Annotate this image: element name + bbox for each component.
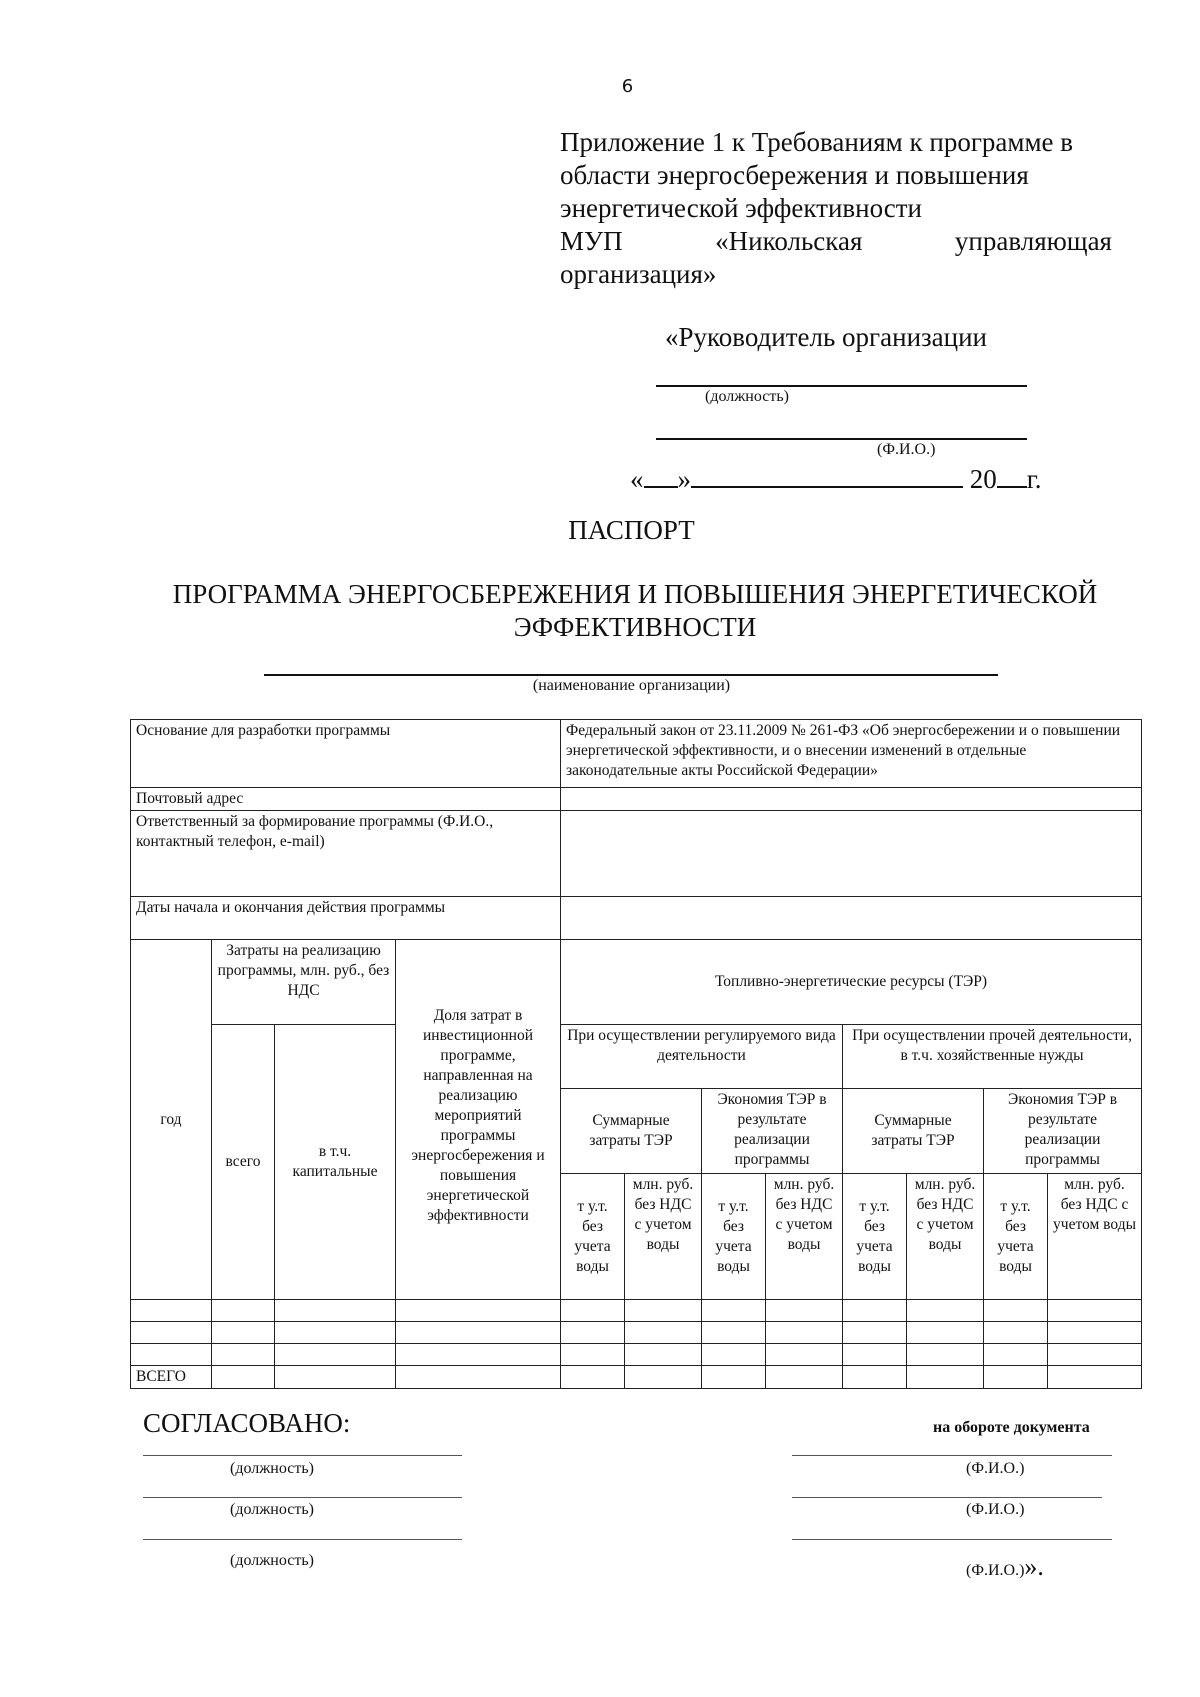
unit-tut-header: т у.т. без учета воды	[702, 1174, 766, 1300]
table-row	[131, 897, 1142, 940]
appendix-org-word: МУП	[560, 226, 623, 256]
appendix-line: области энергосбережения и повышения	[560, 160, 1029, 190]
responsible-value	[561, 811, 1142, 897]
agreed-position-line	[143, 1539, 462, 1540]
agreed-fio-line	[792, 1497, 1102, 1498]
agreed-position-label: (должность)	[230, 1501, 314, 1518]
total-row-label: ВСЕГО	[131, 1366, 212, 1389]
agreed-fio-line	[792, 1539, 1112, 1540]
passport-title: ПАСПОРТ	[568, 515, 695, 545]
agreed-position-line	[143, 1455, 462, 1456]
appendix-line: организация»	[560, 259, 717, 289]
responsible-label: Ответственный за формирование программы (Ф.И.О., контактный телефон, e-mail)	[131, 811, 561, 897]
agreed-fio-label: (Ф.И.О.)	[966, 1562, 1025, 1579]
month-blank	[691, 462, 963, 488]
table-row	[131, 788, 1142, 811]
postal-value	[561, 788, 1142, 811]
appendix-org-word: «Никольская	[715, 226, 863, 256]
other-header: При осуществлении прочей деятельности, в т.ч. хозяйственные нужды	[843, 1025, 1142, 1089]
reverse-note: на обороте документа	[933, 1419, 1090, 1436]
total-header: всего	[212, 1025, 275, 1300]
org-name-label: (наименование организации)	[532, 677, 731, 694]
sum-costs-header: Суммарные затраты ТЭР	[561, 1089, 702, 1174]
approval-head: «Руководитель организации	[665, 322, 988, 352]
year-suffix: г.	[1026, 464, 1042, 494]
table-header-row	[131, 1025, 1142, 1089]
agreed-fio-line	[792, 1455, 1112, 1456]
table-total-row	[131, 1366, 1142, 1389]
regulated-header: При осуществлении регулируемого вида деятельности	[561, 1025, 843, 1089]
agreed-fio-label: (Ф.И.О.)	[966, 1460, 1025, 1477]
table-row	[131, 811, 1142, 897]
agreed-fio-final	[966, 1552, 1044, 1582]
table-row	[131, 1322, 1142, 1344]
day-blank	[644, 462, 678, 488]
dates-label: Даты начала и окончания действия программы	[131, 897, 561, 940]
appendix-org-word: управляющая	[954, 226, 1112, 256]
dates-value	[561, 897, 1142, 940]
unit-tut-header: т у.т. без учета воды	[843, 1174, 907, 1300]
table-row	[131, 1344, 1142, 1366]
year-prefix: 20	[969, 464, 997, 494]
sum-costs-header: Суммарные затраты ТЭР	[843, 1089, 984, 1174]
unit-rub-header: млн. руб. без НДС с учетом воды	[1048, 1174, 1142, 1300]
unit-rub-header: млн. руб. без НДС с учетом воды	[907, 1174, 984, 1300]
costs-header: Затраты на реализацию программы, млн. руб., без НДС	[212, 940, 396, 1025]
unit-tut-header: т у.т. без учета воды	[984, 1174, 1048, 1300]
appendix-org-line	[560, 225, 1112, 258]
position-signature-line	[656, 385, 1027, 387]
date-close-quote: »	[677, 464, 691, 494]
unit-tut-header: т у.т. без учета воды	[561, 1174, 625, 1300]
table-header-row	[131, 940, 1142, 1025]
table-row	[131, 1300, 1142, 1322]
unit-rub-header: млн. руб. без НДС с учетом воды	[766, 1174, 843, 1300]
closing-quote: ».	[1024, 1552, 1044, 1581]
program-title-line: ПРОГРАММА ЭНЕРГОСБЕРЕЖЕНИЯ И ПОВЫШЕНИЯ ЭНЕРГЕТИЧЕСКОЙ	[172, 579, 1098, 609]
savings-header: Экономия ТЭР в результате реализации программы	[984, 1089, 1142, 1174]
passport-table	[130, 719, 1142, 1389]
fio-label: (Ф.И.О.)	[877, 441, 936, 458]
basis-label: Основание для разработки программы	[131, 720, 561, 788]
page-number: 6	[621, 76, 634, 97]
agreed-position-label: (должность)	[230, 1552, 314, 1569]
program-title-line: ЭФФЕКТИВНОСТИ	[513, 612, 757, 642]
appendix-line: энергетической эффективности	[560, 193, 922, 223]
ter-header: Топливно-энергетические ресурсы (ТЭР)	[561, 940, 1142, 1025]
year-header: год	[131, 940, 212, 1300]
postal-label: Почтовый адрес	[131, 788, 561, 811]
appendix-line: Приложение 1 к Требованиям к программе в	[560, 127, 1074, 157]
agreed-title: СОГЛАСОВАНО:	[143, 1408, 351, 1438]
agreed-position-label: (должность)	[230, 1460, 314, 1477]
date-open-quote: «	[630, 464, 644, 494]
org-name-line	[264, 674, 998, 676]
appendix-header	[560, 126, 1112, 291]
fio-signature-line	[656, 438, 1027, 440]
program-title	[135, 578, 1135, 644]
agreed-position-line	[143, 1497, 462, 1498]
unit-rub-header: млн. руб. без НДС с учетом воды	[625, 1174, 702, 1300]
basis-value: Федеральный закон от 23.11.2009 № 261-ФЗ «Об энергосбережении и о повышении энергетической эффективности, и о внесении изменений в отдельные законодательные акты Российской Федерации»	[561, 720, 1142, 788]
share-header: Доля затрат в инвестиционной программе, направленная на реализацию мероприятий программы энергосбережения и повышения энергетической эффективности	[396, 940, 561, 1300]
year-blank	[997, 462, 1027, 488]
agreed-fio-label: (Ф.И.О.)	[966, 1501, 1025, 1518]
savings-header: Экономия ТЭР в результате реализации программы	[702, 1089, 843, 1174]
table-row	[131, 720, 1142, 788]
approval-date	[630, 462, 1042, 495]
position-label: (должность)	[705, 388, 789, 405]
capital-header: в т.ч. капитальные	[275, 1025, 396, 1300]
